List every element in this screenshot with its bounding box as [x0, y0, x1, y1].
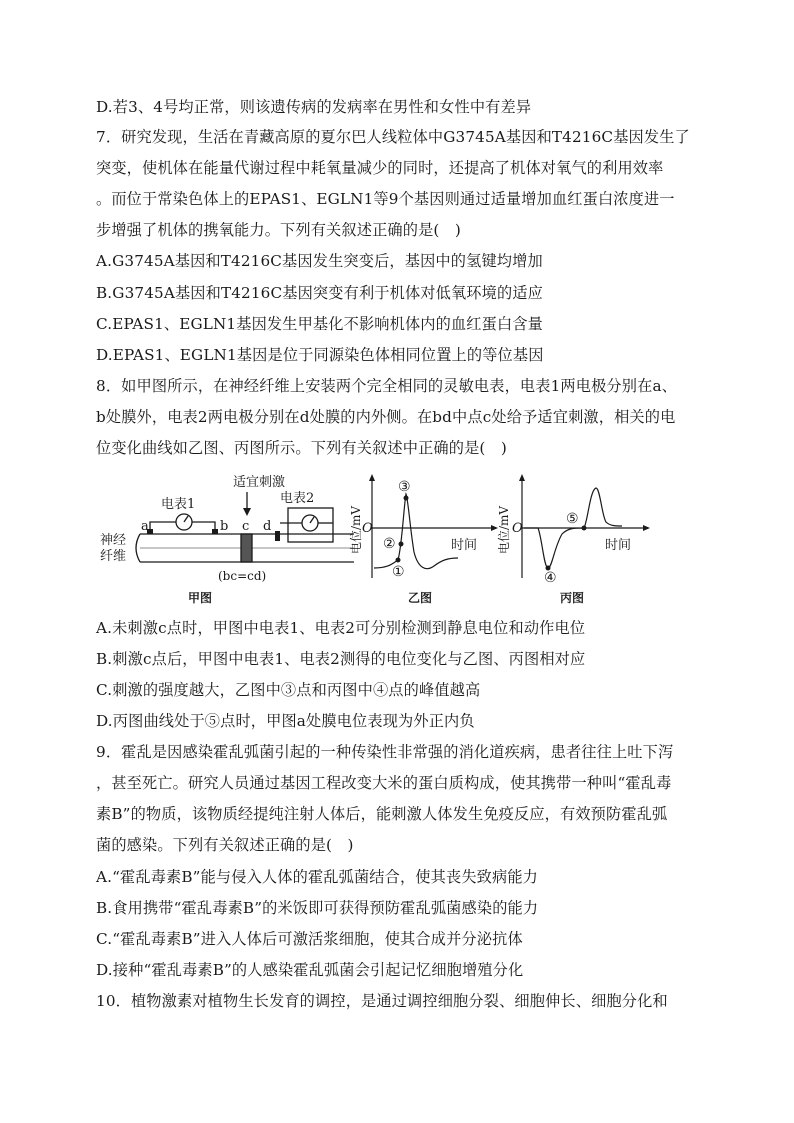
text-line: b处膜外，电表2两电极分别在d处膜的内外侧。在bd中点c处给予适宜刺激，相关的电: [96, 408, 676, 426]
yi-ylabel: 电位/mV: [349, 505, 363, 554]
yi-point-2: [399, 542, 404, 547]
yi-mark-2: ②: [383, 536, 396, 552]
yi-origin: O: [362, 521, 373, 536]
yi-curve: [374, 494, 458, 569]
bing-mark-4: ④: [544, 570, 557, 586]
fiber-label-1: 神经: [100, 533, 127, 548]
option-a: A.未刺激c点时，甲图中电表1、电表2可分别检测到静息电位和动作电位: [96, 619, 586, 637]
chart-bing: [496, 474, 650, 605]
caption-yi: 乙图: [408, 591, 433, 605]
yi-mark-1: ①: [392, 564, 405, 580]
question-7-stem: 7．研究发现，生活在青藏高原的夏尔巴人线粒体中G3745A基因和T4216C基因发生了: [96, 128, 690, 146]
text-line: 突变，使机体在能量代谢过程中耗氧量减少的同时，还提高了机体对氧气的利用效率: [96, 159, 664, 177]
option-b: B.G3745A基因和T4216C基因突变有利于机体对低氧环境的适应: [96, 284, 543, 302]
point-a: a: [141, 519, 149, 534]
meter1-label: 电表1: [161, 497, 196, 512]
text-line: 。而位于常染色体上的EPAS1、EGLN1等9个基因则通过适量增加血红蛋白浓度进一: [96, 190, 675, 208]
caption-jia: 甲图: [188, 591, 213, 605]
figure-nerve-potential: [92, 468, 652, 608]
option-b: B.刺激c点后，甲图中电表1、电表2测得的电位变化与乙图、丙图相对应: [96, 650, 586, 668]
fiber-label-2: 纤维: [100, 549, 127, 564]
stimulus-label: 适宜刺激: [233, 475, 286, 490]
option-a: A.G3745A基因和T4216C基因发生突变后，基因中的氢键均增加: [96, 252, 543, 270]
bing-xlabel: 时间: [605, 538, 632, 553]
option-d: D.接种“霍乱毒素B”的人感染霍乱弧菌会引起记忆细胞增殖分化: [96, 961, 524, 979]
text-line: 步增强了机体的携氧能力。下列有关叙述正确的是( ): [96, 221, 461, 239]
text-line: 素B”的物质，该物质经提纯注射人体后，能刺激人体发生免疫反应，有效预防霍乱弧: [96, 805, 668, 823]
diagram-jia: [100, 474, 354, 605]
question-9-stem: 9．霍乱是因感染霍乱弧菌引起的一种传染性非常强的消化道疾病，患者往往上吐下泻: [96, 743, 674, 761]
yi-mark-3: ③: [398, 479, 411, 495]
question-8-stem: 8．如甲图所示，在神经纤维上安装两个完全相同的灵敏电表，电表1两电极分别在a、: [96, 377, 677, 395]
caption-bing: 丙图: [560, 591, 585, 605]
meter2-label: 电表2: [280, 491, 315, 506]
text-line: ，甚至死亡。研究人员通过基因工程改变大米的蛋白质构成，使其携带一种叫“霍乱毒: [96, 774, 672, 792]
text-line: 位变化曲线如乙图、丙图所示。下列有关叙述中正确的是( ): [96, 439, 507, 457]
bc-cd-note: (bc=cd): [218, 569, 267, 583]
point-d: d: [263, 519, 272, 534]
yi-point-3: [404, 496, 409, 501]
figure-svg: [92, 468, 652, 608]
option-c: C.刺激的强度越大，乙图中③点和丙图中④点的峰值越高: [96, 681, 481, 699]
bing-origin: O: [512, 521, 523, 536]
text-line: D.若3、4号均正常，则该遗传病的发病率在男性和女性中有差异: [96, 98, 532, 116]
option-b: B.食用携带“霍乱毒素B”的米饭即可获得预防霍乱弧菌感染的能力: [96, 899, 539, 917]
chart-yi: [348, 474, 498, 605]
option-c: C.“霍乱毒素B”进入人体后可激活浆细胞，使其合成并分泌抗体: [96, 930, 523, 948]
yi-point-1: [396, 558, 401, 563]
yi-xlabel: 时间: [451, 538, 478, 553]
question-10-stem: 10．植物激素对植物生长发育的调控，是通过调控细胞分裂、细胞伸长、细胞分化和: [96, 992, 668, 1010]
option-a: A.“霍乱毒素B”能与侵入人体的霍乱弧菌结合，使其丧失致病能力: [96, 868, 539, 886]
option-d: D.丙图曲线处于⑤点时，甲图a处膜电位表现为外正内负: [96, 712, 475, 730]
point-b: b: [220, 519, 229, 534]
bing-mark-5: ⑤: [566, 511, 579, 527]
bing-point-5: [582, 526, 587, 531]
option-c: C.EPAS1、EGLN1基因发生甲基化不影响机体内的血红蛋白含量: [96, 315, 543, 333]
bing-ylabel: 电位/mV: [497, 505, 511, 554]
point-c: c: [242, 519, 250, 534]
option-d: D.EPAS1、EGLN1基因是位于同源染色体相同位置上的等位基因: [96, 346, 544, 364]
text-line: 菌的感染。下列有关叙述正确的是( ): [96, 836, 354, 854]
